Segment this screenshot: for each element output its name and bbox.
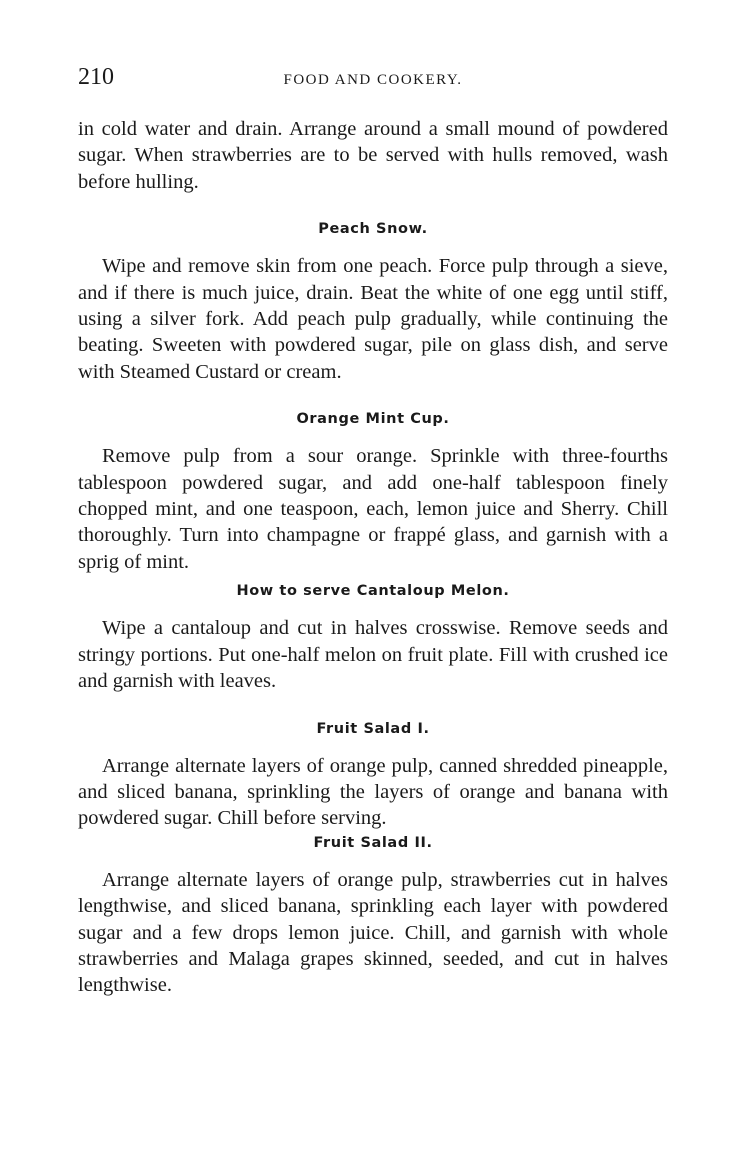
recipe-text-fruit-salad-2: Arrange alternate layers of orange pulp, strawberries cut in halves lengthwise, and sliced banana, sprinkling each layer with powdered sugar and a few drops lemon juice. Chill, and garnish with whole strawberries and Malaga grapes skinned, seeded, and cut in halves lengthwise. xyxy=(78,868,668,997)
recipe-text-cantaloup-melon: Wipe a cantaloup and cut in halves crosswise. Remove seeds and stringy portions. Put one-half melon on fruit plate. Fill with crushed ice and garnish with leaves. xyxy=(78,617,668,693)
recipe-text-fruit-salad-1: Arrange alternate layers of orange pulp, canned shredded pineapple, and sliced banana, sprinkling the layers of orange and banana with powdered sugar. Chill before serving. xyxy=(78,754,668,830)
recipe-heading-peach-snow: Peach Snow. xyxy=(318,221,428,238)
running-head xyxy=(78,62,668,102)
page-number: 210 xyxy=(78,64,114,90)
recipe-text-orange-mint-cup: Remove pulp from a sour orange. Sprinkle with three-fourths tablespoon powdered sugar, and add one-half tablespoon finely chopped mint, and one teaspoon, each, lemon juice and Sherry. Chill thoroughly. Turn into champagne or frappé glass, and garnish with a sprig of mint. xyxy=(78,445,668,573)
book-page xyxy=(78,62,668,999)
recipe-heading-orange-mint-cup: Orange Mint Cup. xyxy=(296,411,450,428)
recipe-heading-fruit-salad-1: Fruit Salad I. xyxy=(316,720,430,737)
continued-paragraph: in cold water and drain. Arrange around a small mound of powdered sugar. When strawberries are to be served with hulls removed, wash before hulling. xyxy=(78,118,668,193)
recipe-heading-fruit-salad-2: Fruit Salad II. xyxy=(313,834,433,851)
recipe-text-peach-snow: Wipe and remove skin from one peach. Force pulp through a sieve, and if there is much juice, drain. Beat the white of one egg until stiff, using a silver fork. Add peach pulp gradually, while continuing the beating. Sweeten with powdered sugar, pile on glass dish, and serve with Steamed Custard or cream. xyxy=(78,255,668,383)
running-title: FOOD AND COOKERY. xyxy=(283,72,463,88)
recipe-heading-cantaloup-melon: How to serve Cantaloup Melon. xyxy=(236,583,510,600)
